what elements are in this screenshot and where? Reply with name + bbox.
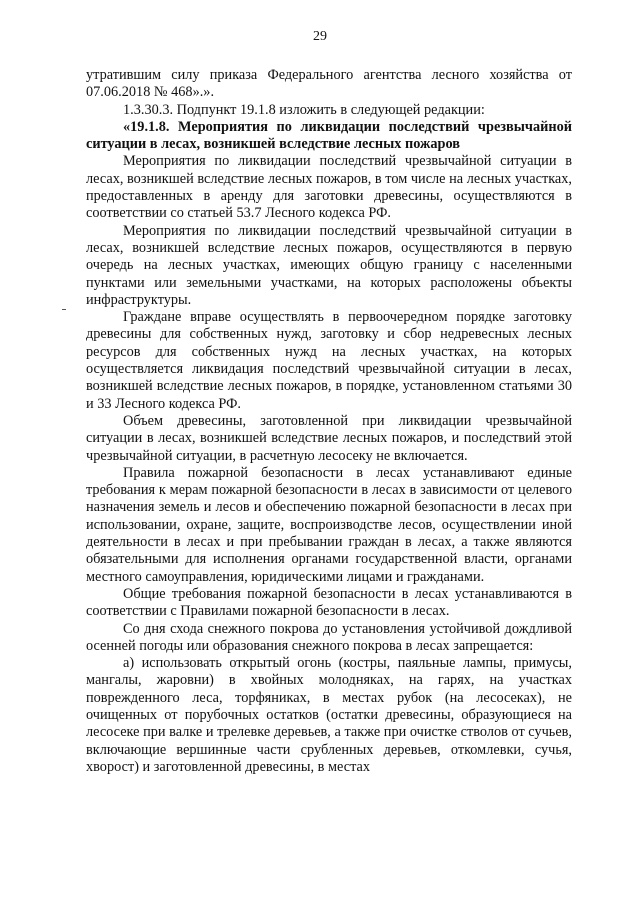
paragraph: Объем древесины, заготовленной при ликвидации чрезвычайной ситуации в лесах, возникшей вследствие лесных пожаров, и последствий этой чрезвычайной ситуации, в расчетную лесосеку не включается. — [86, 412, 572, 464]
paragraph: Общие требования пожарной безопасности в лесах устанавливаются в соответствии с Правилами пожарной безопасности в лесах. — [86, 585, 572, 620]
margin-mark — [62, 309, 66, 310]
section-heading: «19.1.8. Мероприятия по ликвидации последствий чрезвычайной ситуации в лесах, возникшей вследствие лесных пожаров — [86, 118, 572, 153]
paragraph-amendment-intro: 1.3.30.3. Подпункт 19.1.8 изложить в следующей редакции: — [123, 101, 485, 118]
paragraph: Граждане вправе осуществлять в первоочередном порядке заготовку древесины для собственных нужд, заготовку и сбор недревесных лесных ресурсов для собственных нужд на лесных участках, на которых осуществляется ликвидация последствий чрезвычайной ситуации в лесах, возникшей вследствие лесных пожаров, в порядке, установленном статьями 30 и 33 Лесного кодекса РФ. — [86, 309, 572, 412]
paragraph-list-item-a: а) использовать открытый огонь (костры, паяльные лампы, примусы, мангалы, жаровни) в хвойных молодняках, на гарях, на участках поврежденного леса, торфяниках, в местах рубок (на лесосеках), не очищенных от порубочных остатков (остатки древесины, образующиеся на лесосеке при валке и трелевке деревьев, а также при очистке стволов от сучьев, включающие вершинные части срубленных деревьев, откомлевки, сучья, хворост) и заготовленной древесины, в местах — [86, 655, 572, 775]
paragraph: Мероприятия по ликвидации последствий чрезвычайной ситуации в лесах, возникшей вследствие лесных пожаров, в том числе на лесных участках, предоставленных в аренду для заготовки древесины, осуществляются в соответствии со статьей 53.7 Лесного кодекса РФ. — [86, 153, 572, 222]
paragraph: Мероприятия по ликвидации последствий чрезвычайной ситуации в лесах, возникшей вследствие лесных пожаров, осуществляются в первую очередь на лесных участках, имеющих общую границу с населенными пунктами или земельными участками, на которых расположены объекты инфраструктуры. — [86, 222, 572, 308]
paragraph: Правила пожарной безопасности в лесах устанавливают единые требования к мерам пожарной безопасности в лесах в зависимости от целевого назначения земель и лесов и обеспечению пожарной безопасности в лесах при использовании, охране, защите, воспроизводстве лесов, осуществлении иной деятельности в лесах и при пребывании граждан в лесах, а также являются обязательными для исполнения органами государственной власти, органами местного самоуправления, юридическими лицами и гражданами. — [86, 464, 572, 585]
paragraph: Со дня схода снежного покрова до установления устойчивой дождливой осенней погоды или образования снежного покрова в лесах запрещается: — [86, 620, 572, 654]
document-body — [86, 67, 572, 776]
paragraph-continuation: утратившим силу приказа Федерального агентства лесного хозяйства от 07.06.2018 № 468».». — [86, 67, 572, 101]
page-number: 29 — [313, 29, 327, 44]
